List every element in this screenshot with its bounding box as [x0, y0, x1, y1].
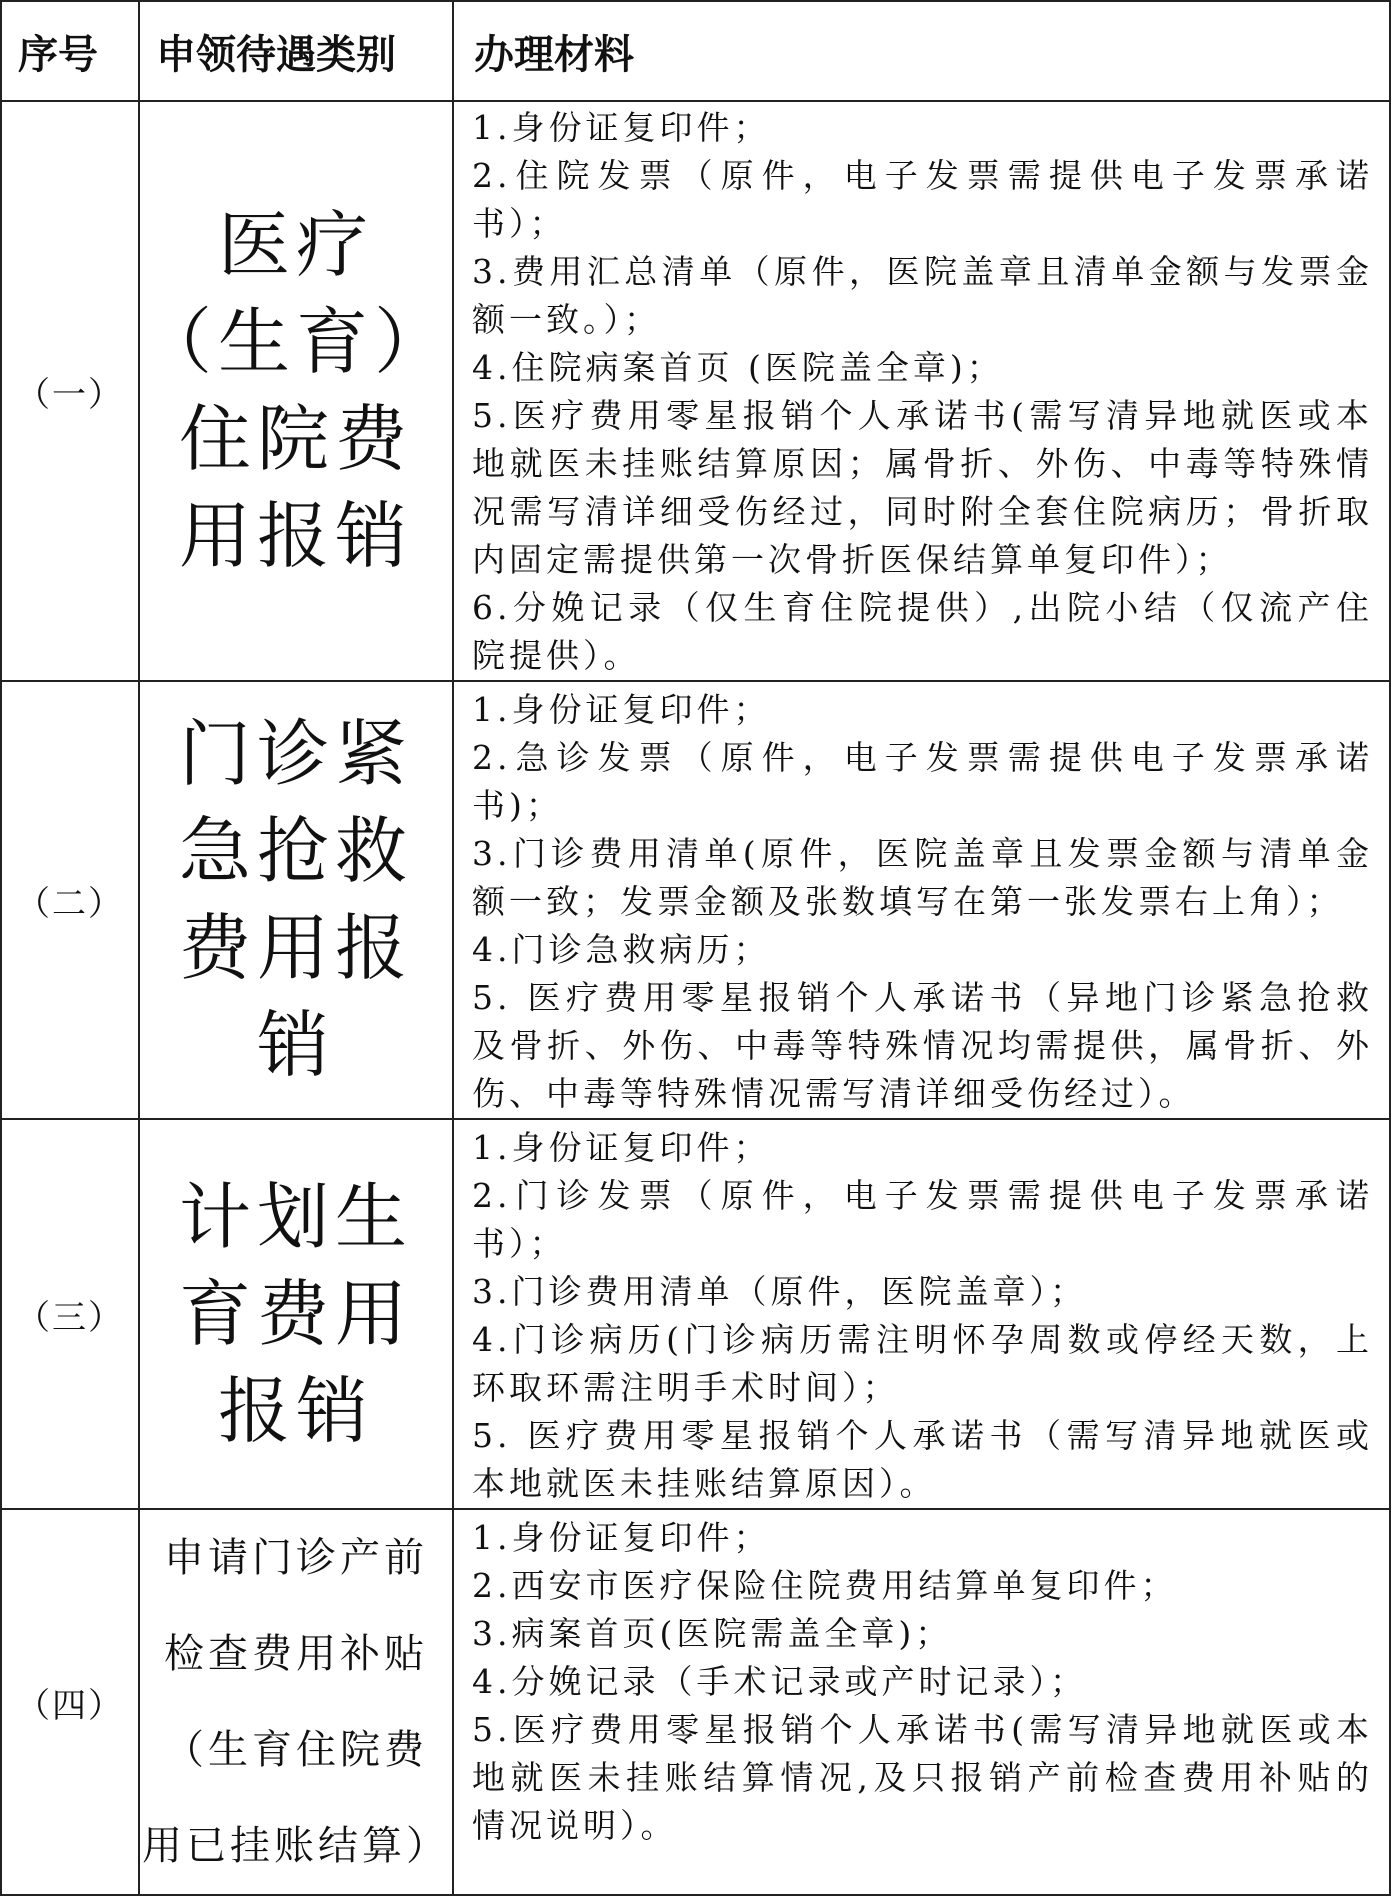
row-materials [453, 1509, 1390, 1895]
category-line: （生育住院费 [164, 1727, 428, 1773]
material-item: 2.急诊发票（原件，电子发票需提供电子发票承诺书)； [472, 738, 1373, 825]
material-item: 1.身份证复印件； [472, 1128, 771, 1167]
header-materials: 办理材料 [453, 1, 1390, 101]
material-item: 4.分娩记录（手术记录或产时记录）； [472, 1662, 1087, 1701]
material-item: 2.西安市医疗保险住院费用结算单复印件； [472, 1566, 1178, 1605]
material-item: 2.门诊发票（原件，电子发票需提供电子发票承诺书）； [472, 1176, 1373, 1263]
material-item: 5. 医疗费用零星报销个人承诺书（需写清异地就医或本地就医未挂账结算原因）。 [472, 1416, 1373, 1503]
table-row [1, 1119, 1390, 1509]
row-category [139, 1119, 453, 1509]
category-line: 销 [256, 1003, 335, 1087]
category-line: 申请门诊产前 [164, 1535, 428, 1581]
material-item: 6.分娩记录（仅生育住院提供）,出院小结（仅流产住院提供）。 [472, 588, 1373, 675]
category-line: 检查费用补贴 [164, 1631, 428, 1677]
row-category [139, 681, 453, 1119]
material-item: 3.病案首页(医院需盖全章)； [472, 1614, 953, 1653]
category-line: 用已挂账结算） [142, 1823, 450, 1869]
row-category [139, 1509, 453, 1895]
table-row [1, 681, 1390, 1119]
category-line: 育费用 [178, 1271, 413, 1356]
material-item: 3.门诊费用清单（原件，医院盖章）； [472, 1272, 1087, 1311]
material-item: 1.身份证复印件； [472, 1518, 771, 1557]
table-header-row [1, 1, 1390, 101]
row-category [139, 101, 453, 681]
material-item: 4.住院病案首页 (医院盖全章)； [472, 348, 1004, 387]
category-line: 急抢救 [178, 809, 413, 893]
material-item: 5.医疗费用零星报销个人承诺书(需写清异地就医或本地就医未挂账结算情况,及只报销产前检查费用补贴的情况说明）。 [472, 1710, 1373, 1845]
material-item: 5. 医疗费用零星报销个人承诺书（异地门诊紧急抢救及骨折、外伤、中毒等特殊情况均需提供，属骨折、外伤、中毒等特殊情况需写清详细受伤经过）。 [472, 978, 1373, 1113]
category-line: 门诊紧 [178, 712, 413, 796]
table-row [1, 1509, 1390, 1895]
category-line: 计划生 [178, 1174, 413, 1259]
row-index: （四） [1, 1509, 139, 1895]
category-line: 住院费 [178, 397, 413, 481]
material-item: 2.住院发票（原件，电子发票需提供电子发票承诺书）； [472, 156, 1373, 243]
material-item: 1.身份证复印件； [472, 690, 771, 729]
row-materials [453, 681, 1390, 1119]
material-item: 1.身份证复印件； [472, 108, 771, 147]
header-index: 序号 [1, 1, 139, 101]
material-item: 4.门诊急救病历； [472, 930, 771, 969]
material-item: 3.门诊费用清单(原件，医院盖章且发票金额与清单金额一致；发票金额及张数填写在第一张发票右上角）； [472, 834, 1373, 921]
row-materials [453, 1119, 1390, 1509]
category-line: 医疗 [217, 203, 374, 287]
category-line: 用报销 [178, 494, 413, 578]
category-line: 报销 [217, 1368, 374, 1453]
material-item: 4.门诊病历(门诊病历需注明怀孕周数或停经天数，上环取环需注明手术时间）； [472, 1320, 1373, 1407]
category-line: （生育） [140, 300, 453, 384]
header-category: 申领待遇类别 [139, 1, 453, 101]
row-materials [453, 101, 1390, 681]
material-item: 5.医疗费用零星报销个人承诺书(需写清异地就医或本地就医未挂账结算原因；属骨折、外伤、中毒等特殊情况需写清详细受伤经过，同时附全套住院病历；骨折取内固定需提供第一次骨折医保结算单复印件）； [472, 396, 1373, 579]
row-index: （一） [1, 101, 139, 681]
table-row [1, 101, 1390, 681]
row-index: （二） [1, 681, 139, 1119]
material-item: 3.费用汇总清单（原件，医院盖章且清单金额与发票金额一致。）； [472, 252, 1373, 339]
row-index: （三） [1, 1119, 139, 1509]
category-line: 费用报 [178, 906, 413, 990]
